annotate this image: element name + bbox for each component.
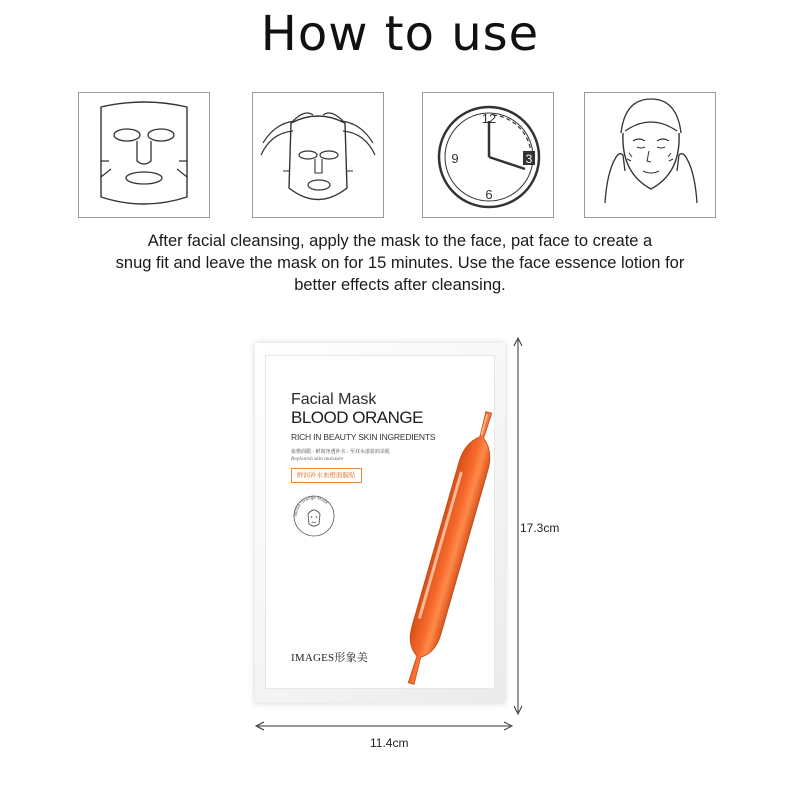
step-1-panel [78, 92, 210, 218]
seal-text: Blood Orange Mask [292, 494, 330, 517]
instructions-line-2: snug fit and leave the mask on for 15 minutes. Use the face essence lotion for [115, 254, 685, 272]
svg-text:Blood Orange Mask [293, 495, 330, 516]
clock-15-minutes-icon [423, 93, 553, 217]
instructions-line-3: better effects after cleansing. [294, 276, 506, 294]
clock-number-9: 9 [451, 151, 459, 166]
package-english-line: Replenish skin moisture [291, 456, 344, 462]
clock-number-6: 6 [485, 187, 493, 202]
package-title: Facial Mask [291, 391, 377, 408]
page-title: How to use [260, 6, 540, 62]
apply-mask-hands-icon [253, 93, 383, 217]
instructions-text [60, 230, 740, 296]
package-badge: 鲜润补水血橙面膜贴 [291, 468, 362, 483]
orange-ampoule-icon [395, 403, 505, 693]
clock-number-3: 3 [525, 152, 533, 166]
package-product-name: BLOOD ORANGE [291, 408, 423, 427]
package-brand: IMAGES形象美 [291, 652, 368, 664]
blood-orange-seal-icon [291, 493, 337, 539]
instructions-line-1: After facial cleansing, apply the mask to the face, pat face to create a [147, 232, 653, 250]
step-4-panel [584, 92, 716, 218]
step-3-panel [422, 92, 554, 218]
height-dimension-label: 17.3cm [520, 521, 560, 535]
package-subtitle: RICH IN BEAUTY SKIN INGREDIENTS [291, 432, 436, 442]
mask-package [255, 343, 505, 703]
step-2-panel [252, 92, 384, 218]
sheet-mask-icon [79, 93, 209, 217]
pat-face-icon [585, 93, 715, 217]
package-chinese-line: 血橙面膜 · 鲜润净透补水 · 至双水漾盈润美肌 [291, 449, 390, 455]
width-dimension-label: 11.4cm [370, 736, 409, 750]
clock-number-12: 12 [481, 111, 497, 126]
